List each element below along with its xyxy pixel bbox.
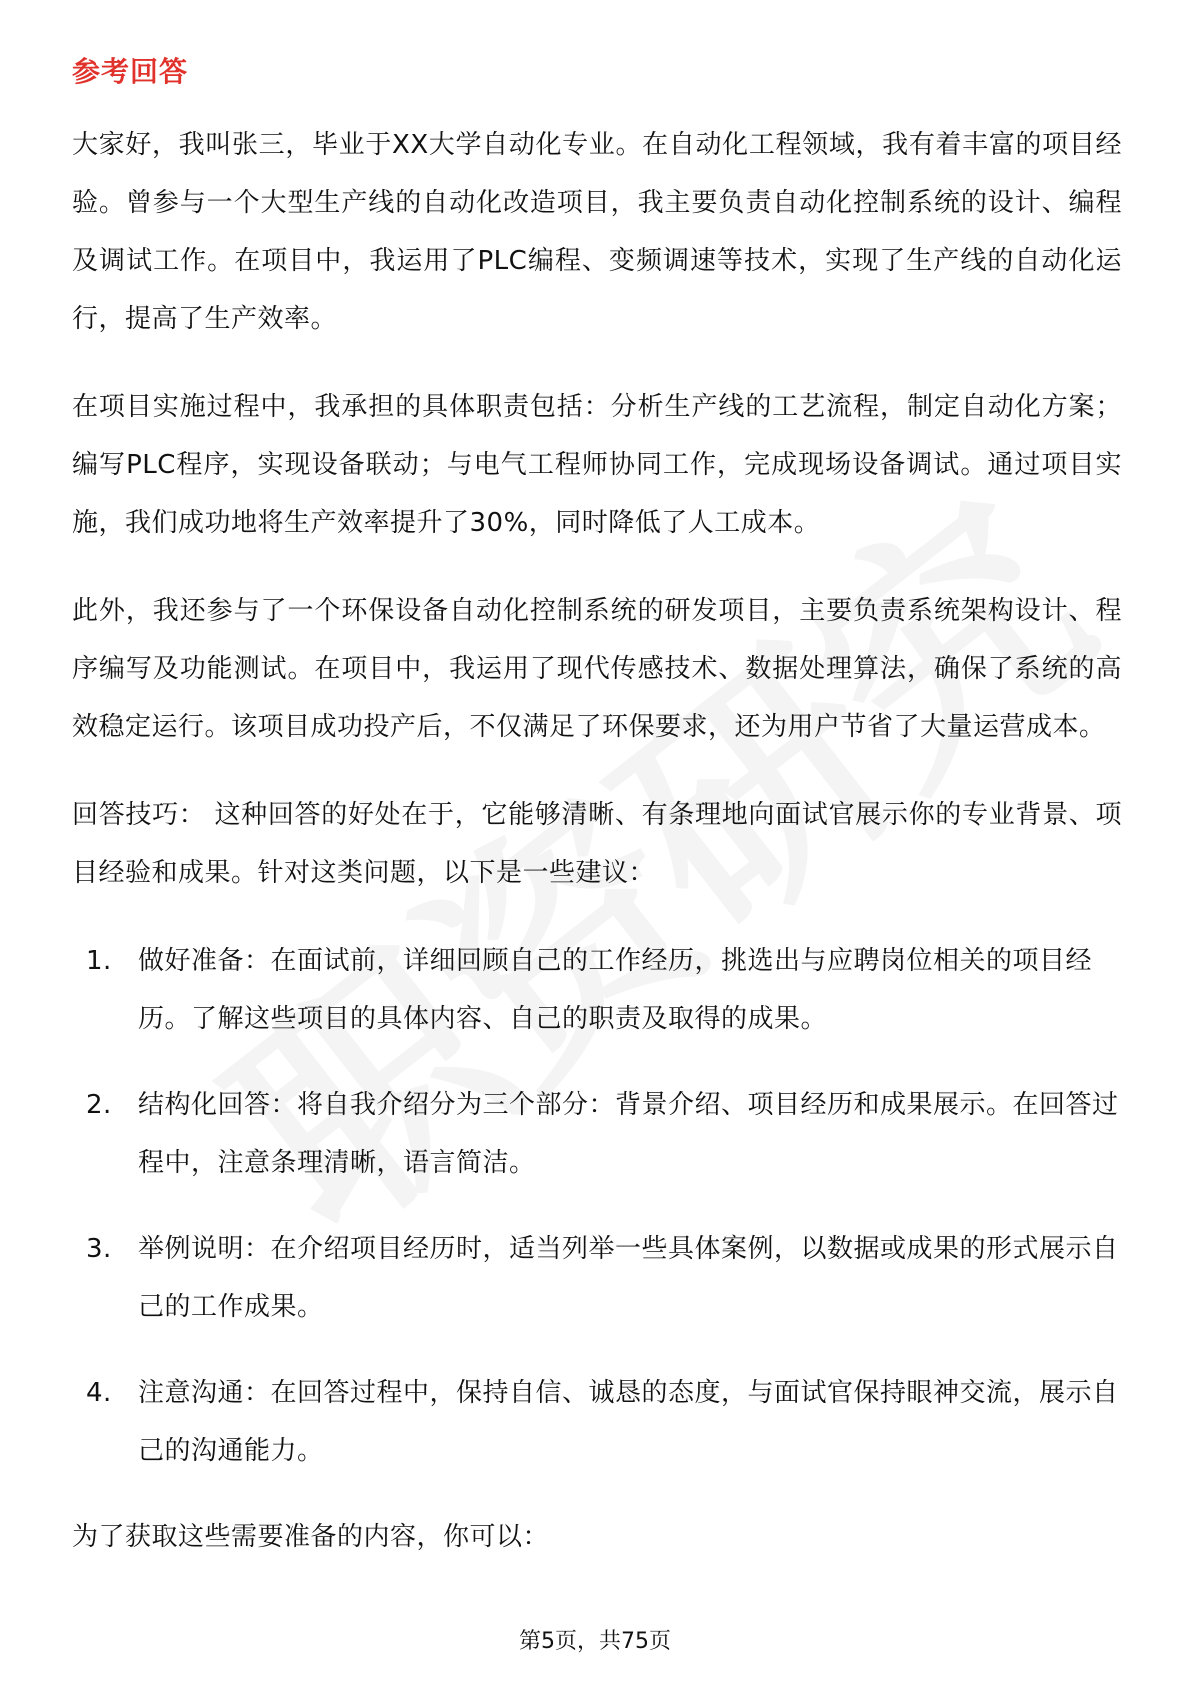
content-body	[72, 116, 1122, 1596]
list-number: 1.	[86, 946, 112, 976]
list-text: 做好准备：在面试前，详细回顾自己的工作经历，挑选出与应聘岗位相关的项目经历。了解这些项目的具体内容、自己的职责及取得的成果。	[138, 946, 1093, 1034]
list-item	[86, 932, 1122, 1048]
list-number: 3.	[86, 1234, 112, 1264]
paragraph-answer-tips: 回答技巧： 这种回答的好处在于，它能够清晰、有条理地向面试官展示你的专业背景、项目经验和成果。针对这类问题，以下是一些建议：	[72, 800, 1122, 888]
paragraph-closing: 为了获取这些需要准备的内容，你可以：	[72, 1522, 550, 1552]
paragraph-responsibilities: 在项目实施过程中，我承担的具体职责包括：分析生产线的工艺流程，制定自动化方案；编写PLC程序，实现设备联动；与电气工程师协同工作，完成现场设备调试。通过项目实施，我们成功地将生产效率提升了30%，同时降低了人工成本。	[72, 392, 1122, 538]
paragraph-intro: 大家好，我叫张三，毕业于XX大学自动化专业。在自动化工程领域，我有着丰富的项目经验。曾参与一个大型生产线的自动化改造项目，我主要负责自动化控制系统的设计、编程及调试工作。在项目中，我运用了PLC编程、变频调速等技术，实现了生产线的自动化运行，提高了生产效率。	[72, 130, 1122, 334]
list-text: 举例说明：在介绍项目经历时，适当列举一些具体案例，以数据或成果的形式展示自己的工作成果。	[138, 1234, 1119, 1322]
list-number: 4.	[86, 1378, 112, 1408]
page-footer: 第5页，共75页	[519, 1629, 671, 1654]
list-item	[86, 1364, 1122, 1480]
list-text: 结构化回答：将自我介绍分为三个部分：背景介绍、项目经历和成果展示。在回答过程中，注意条理清晰，语言简洁。	[138, 1090, 1119, 1178]
list-item	[86, 1220, 1122, 1336]
list-number: 2.	[86, 1090, 112, 1120]
paragraph-second-project: 此外，我还参与了一个环保设备自动化控制系统的研发项目，主要负责系统架构设计、程序编写及功能测试。在项目中，我运用了现代传感技术、数据处理算法，确保了系统的高效稳定运行。该项目成功投产后，不仅满足了环保要求，还为用户节省了大量运营成本。	[72, 596, 1122, 742]
list-item	[86, 1076, 1122, 1192]
tips-list	[72, 932, 1122, 1480]
list-text: 注意沟通：在回答过程中，保持自信、诚恳的态度，与面试官保持眼神交流，展示自己的沟通能力。	[138, 1378, 1119, 1466]
section-title: 参考回答	[72, 55, 189, 88]
